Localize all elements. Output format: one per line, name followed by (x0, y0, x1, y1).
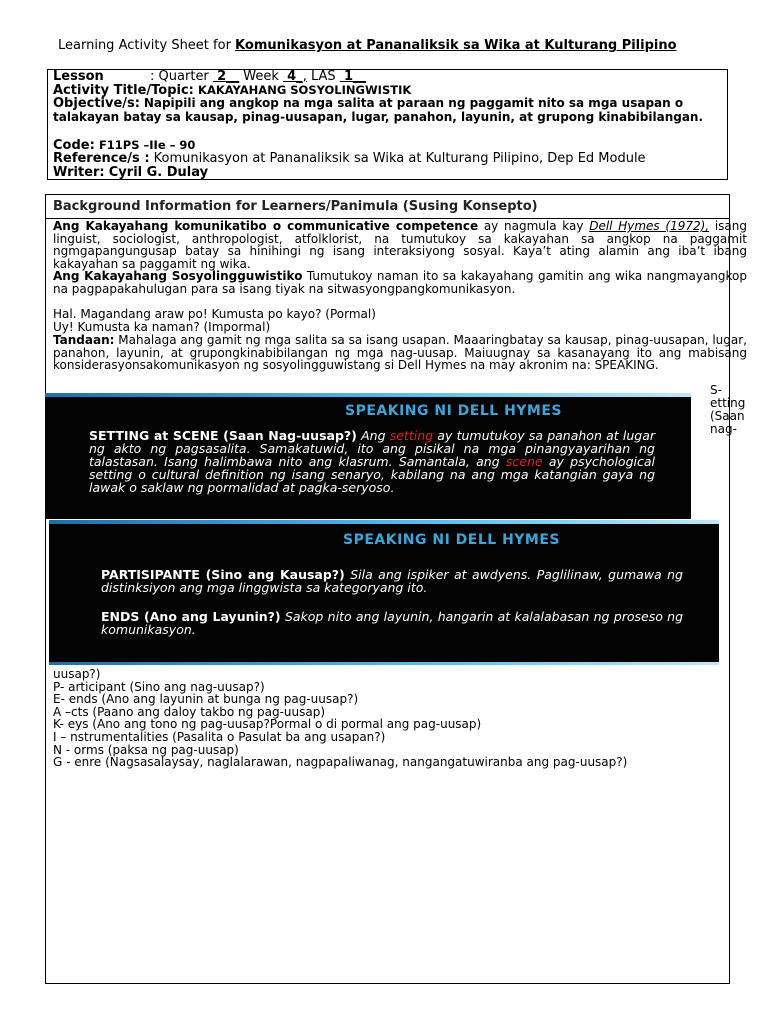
list-item: P- articipant (Sino ang nag-uusap?) (53, 679, 265, 694)
list-item: G - enre (Nagsasalaysay, naglalarawan, nagpapaliwanag, nangangatuwiranba ang pag-uusap?) (53, 755, 628, 770)
lesson-row (53, 70, 366, 84)
lesson-label: Lesson (53, 69, 104, 84)
topic-label: Activity Title/Topic: (53, 83, 194, 98)
term-scene: scene (505, 454, 543, 469)
week-value: 4_, (287, 69, 307, 84)
example-formal: Hal. Magandang araw po! Kumusta po kayo? (Pormal) (53, 307, 376, 321)
objective-label: Objective/s: (53, 96, 140, 111)
slide-heading: PARTISIPANTE (Sino ang Kausap?) (101, 567, 345, 582)
list-item: E- ends (Ano ang layunin at bunga ng pag-uusap?) (53, 692, 359, 707)
topic-value: KAKAYAHANG SOSYOLINGWISTIK (198, 83, 412, 97)
side-note-setting: S- etting (Saan nag- (710, 383, 746, 436)
term-setting: setting (389, 428, 434, 443)
slide-participants-ends (49, 520, 719, 665)
slide-text: SETTING at SCENE (Saan Nag-uusap?) Ang setting ay tumutukoy sa panahon at lugar ng akto ng pagsasalita. Samakatuwid, ito ang pisikal na mga pinangyayarihan ng talastasan. Isang halimbawa nito ang klasrum. Samantala, ang scene ay psychological setting o cultural definition ng isang senaryo, kabilang na ang mga katangian gaya ng lawak o saklaw ng pormalidad at pagka-seryoso. (89, 428, 656, 495)
slide-text-participants: PARTISIPANTE (Sino ang Kausap?) Sila ang ispiker at awdyens. Paglilinaw, gumawa ng distinksiyon ang mga linggwista sa kategoryang ito. (101, 567, 683, 595)
slide-accent-band (45, 393, 691, 397)
list-item: I – nstrumentalities (Pasalita o Pasulat ba ang usapan?) (53, 729, 386, 744)
list-item: uusap?) (53, 667, 101, 681)
course-name: Komunikasyon at Pananaliksik sa Wika at Kulturang Pilipino (235, 38, 677, 53)
code-value: F11PS –IIe – 90 (98, 138, 196, 152)
code-label: Code: (53, 138, 95, 153)
background-title: Background Information for Learners/Panimula (Susing Konsepto) (46, 195, 729, 219)
reference-label: Reference/s : (53, 151, 150, 166)
las-label: LAS (311, 69, 336, 84)
las-value: 1__ (343, 69, 367, 84)
quarter-value: 2__ (217, 69, 240, 84)
p2-term: Ang Kakayahang Sosyolingguwistiko (53, 269, 303, 283)
slide-title: SPEAKING NI DELL HYMES (343, 532, 561, 548)
week-label: Week (243, 69, 279, 84)
objective-value: Napipili ang angkop na mga salita at paraan ng paggamit nito sa mga usapan o talakayan batay sa kausap, pinag-uusapan, lugar, panahon, layunin, at grupong kinabibilangan. (53, 96, 704, 124)
writer-label: Writer: (53, 165, 105, 180)
writer-value: Cyril G. Dulay (108, 165, 209, 180)
slide-title: SPEAKING NI DELL HYMES (345, 403, 563, 419)
p1-term: Ang Kakayahang komunikatibo o communicative competence (53, 219, 479, 233)
lesson-info-box (47, 69, 728, 180)
speaking-list (53, 668, 627, 769)
example-informal: Uy! Kumusta ka naman? (Impormal) (53, 320, 271, 334)
slide-bottom-band (49, 662, 719, 665)
slide-heading: ENDS (Ano ang Layunin?) (101, 609, 281, 624)
paragraph-communicative-competence: Ang Kakayahang komunikatibo o communicative competence ay nagmula kay Dell Hymes (1972), isang linguist, sociologist, anthropologist, atfolklorist, na tumutukoy sa kakayahan sa angkop na paggamit ngmgapangungusap batay sa hinihingi ng isang interaksiyong sosyal. Kaya’t ating alamin ang iba’t ibang kakayahan sa paggamit ng wika. (53, 219, 747, 271)
slide-setting-scene (45, 393, 691, 519)
reference-row (53, 152, 646, 166)
dell-hymes-reference: Dell Hymes (1972), (589, 219, 710, 233)
sheet-title-prefix: Learning Activity Sheet for (58, 38, 236, 53)
list-item: N - orms (paksa ng pag-uusap) (53, 742, 239, 757)
reference-value: Komunikasyon at Pananaliksik sa Wika at Kulturang Pilipino, Dep Ed Module (153, 151, 646, 166)
slide-text-ends: ENDS (Ano ang Layunin?) Sakop nito ang layunin, hangarin at kalalabasan ng proseso ng komunikasyon. (101, 609, 684, 637)
quarter-label: : Quarter (150, 69, 209, 84)
objective-row (53, 97, 723, 124)
list-item: A –cts (Paano ang daloy takbo ng pag-uusap) (53, 704, 326, 719)
slide-heading: SETTING at SCENE (Saan Nag-uusap?) (89, 428, 357, 443)
tandaan-paragraph: Tandaan: Mahalaga ang gamit ng mga salita sa sa isang usapan. Maaaringbatay sa kausap, pinag-uusapan, lugar, panahon, layunin, at grupongkinabibilangan ng mga nag-uusap. Maiuugnay sa kasanayang ito ang mabisang konsiderasyonsakomunikasyon ng sosyolingguwistang si Dell Hymes na may akronim na: SPEAKING. (53, 333, 747, 373)
writer-row (53, 166, 208, 180)
slide-accent-band (49, 520, 719, 524)
sheet-title (58, 38, 677, 53)
paragraph-sociolinguistic: Ang Kakayahang Sosyolingguwistiko Tumutukoy naman ito sa kakayahang gamitin ang wika nangmayangkop na pagpapakahulugan para sa isang tiyak na sitwasyongpangkomunikasyon. (53, 269, 747, 296)
list-item: K- eys (Ano ang tono ng pag-uusap?Pormal o di pormal ang pag-uusap) (53, 717, 482, 732)
tandaan-label: Tandaan: (53, 333, 115, 347)
